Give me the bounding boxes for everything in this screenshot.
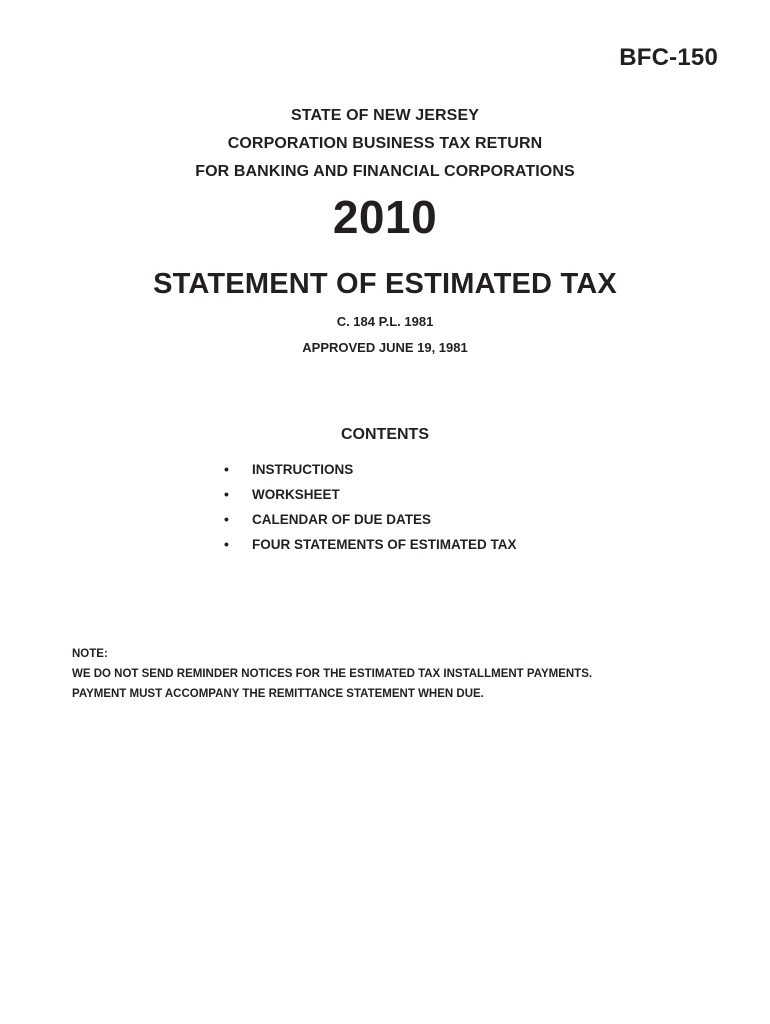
header-return-type: CORPORATION BUSINESS TAX RETURN [227, 135, 543, 152]
note-block [72, 644, 592, 704]
legal-citation: C. 184 P.L. 1981 [336, 314, 434, 329]
bullet-icon: • [224, 461, 229, 477]
document-header [0, 102, 770, 186]
legal-citation-block [0, 309, 770, 361]
contents-item-instructions: INSTRUCTIONS [252, 462, 354, 477]
document-title: STATEMENT OF ESTIMATED TAX [153, 268, 617, 300]
contents-heading: CONTENTS [341, 426, 429, 443]
contents-item-statements: FOUR STATEMENTS OF ESTIMATED TAX [252, 537, 517, 552]
bullet-icon: • [224, 536, 229, 552]
note-line-reminder: WE DO NOT SEND REMINDER NOTICES FOR THE ESTIMATED TAX INSTALLMENT PAYMENTS. [72, 668, 593, 680]
form-number: BFC-150 [619, 44, 718, 71]
approval-date: APPROVED JUNE 19, 1981 [302, 340, 468, 355]
bullet-icon: • [224, 511, 229, 527]
contents-item-worksheet: WORKSHEET [252, 487, 340, 502]
header-corporation-type: FOR BANKING AND FINANCIAL CORPORATIONS [195, 163, 575, 180]
note-label: NOTE: [72, 648, 108, 660]
contents-item-calendar: CALENDAR OF DUE DATES [252, 512, 432, 527]
tax-year: 2010 [332, 191, 438, 243]
header-state: STATE OF NEW JERSEY [291, 107, 479, 124]
bullet-icon: • [224, 486, 229, 502]
note-line-payment: PAYMENT MUST ACCOMPANY THE REMITTANCE STATEMENT WHEN DUE. [72, 688, 484, 700]
